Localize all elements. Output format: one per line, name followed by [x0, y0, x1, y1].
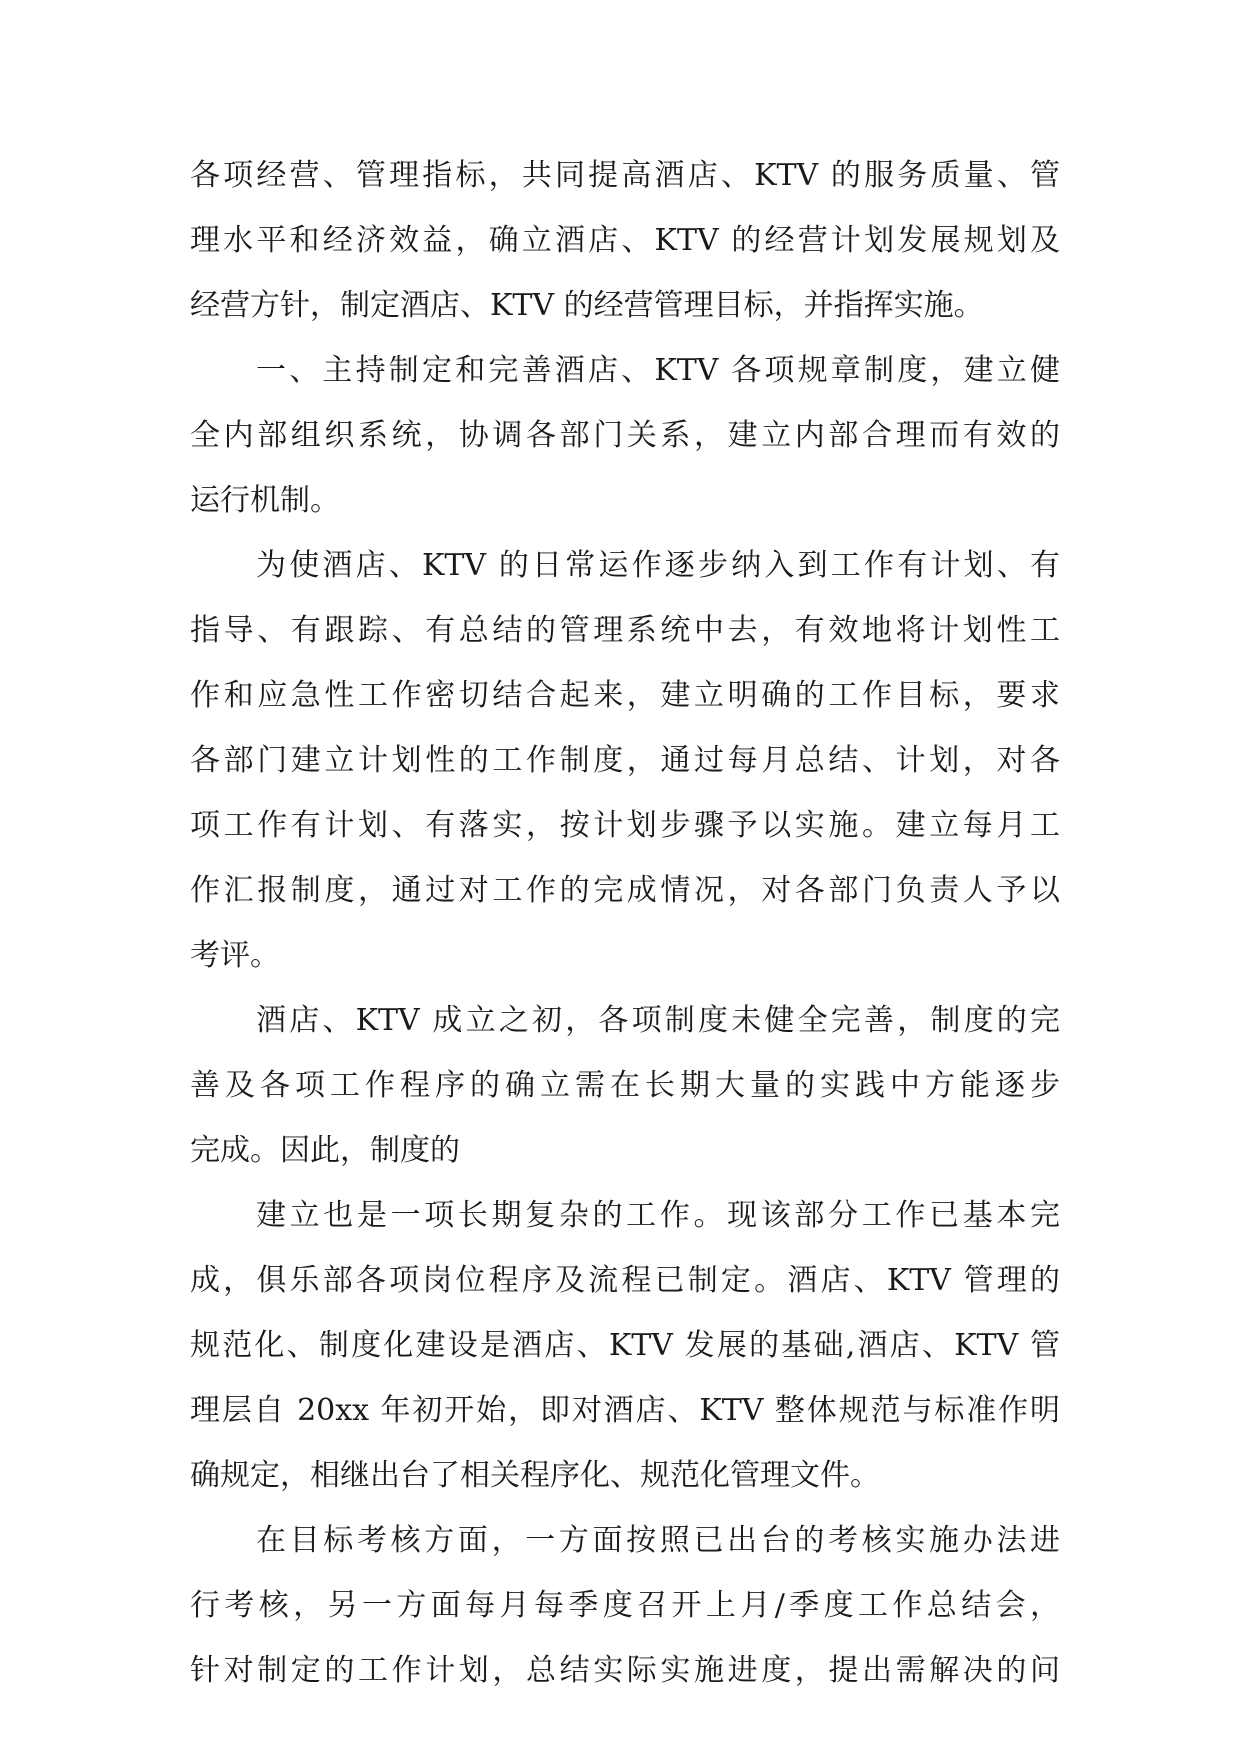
- paragraph-line-4: 一、主持制定和完善酒店、KTV 各项规章制度，建立健: [256, 353, 1060, 388]
- paragraph-line-8: 指导、有跟踪、有总结的管理系统中去，有效地将计划性工: [190, 613, 1060, 648]
- paragraph-line-7: 为使酒店、KTV 的日常运作逐步纳入到工作有计划、有: [256, 548, 1060, 583]
- paragraph-line-22: 在目标考核方面，一方面按照已出台的考核实施办法进: [256, 1523, 1060, 1558]
- paragraph-line-10: 各部门建立计划性的工作制度，通过每月总结、计划，对各: [190, 743, 1060, 778]
- paragraph-line-11: 项工作有计划、有落实，按计划步骤予以实施。建立每月工: [190, 808, 1060, 843]
- paragraph-line-9: 作和应急性工作密切结合起来，建立明确的工作目标，要求: [190, 678, 1060, 713]
- paragraph-line-21: 确规定，相继出台了相关程序化、规范化管理文件。: [190, 1458, 880, 1493]
- paragraph-line-6: 运行机制。: [190, 483, 340, 518]
- paragraph-line-14: 酒店、KTV 成立之初，各项制度未健全完善，制度的完: [256, 1003, 1060, 1038]
- paragraph-line-20: 理层自 20xx 年初开始，即对酒店、KTV 整体规范与标准作明: [190, 1393, 1060, 1428]
- paragraph-line-3: 经营方针，制定酒店、KTV 的经营管理目标，并指挥实施。: [190, 288, 984, 323]
- paragraph-line-18: 成，俱乐部各项岗位程序及流程已制定。酒店、KTV 管理的: [190, 1263, 1060, 1298]
- paragraph-line-15: 善及各项工作程序的确立需在长期大量的实践中方能逐步: [190, 1068, 1060, 1103]
- paragraph-line-24: 针对制定的工作计划，总结实际实施进度，提出需解决的问: [190, 1653, 1060, 1688]
- paragraph-line-19: 规范化、制度化建设是酒店、KTV 发展的基础,酒店、KTV 管: [190, 1328, 1060, 1363]
- paragraph-line-23: 行考核，另一方面每月每季度召开上月/季度工作总结会，: [190, 1588, 1060, 1623]
- paragraph-line-17: 建立也是一项长期复杂的工作。现该部分工作已基本完: [256, 1198, 1060, 1233]
- paragraph-line-13: 考评。: [190, 938, 280, 973]
- paragraph-line-16: 完成。因此，制度的: [190, 1133, 460, 1168]
- paragraph-line-5: 全内部组织系统，协调各部门关系，建立内部合理而有效的: [190, 418, 1060, 453]
- paragraph-line-1: 各项经营、管理指标，共同提高酒店、KTV 的服务质量、管: [190, 158, 1060, 193]
- paragraph-line-12: 作汇报制度，通过对工作的完成情况，对各部门负责人予以: [190, 873, 1060, 908]
- paragraph-line-2: 理水平和经济效益，确立酒店、KTV 的经营计划发展规划及: [190, 223, 1060, 258]
